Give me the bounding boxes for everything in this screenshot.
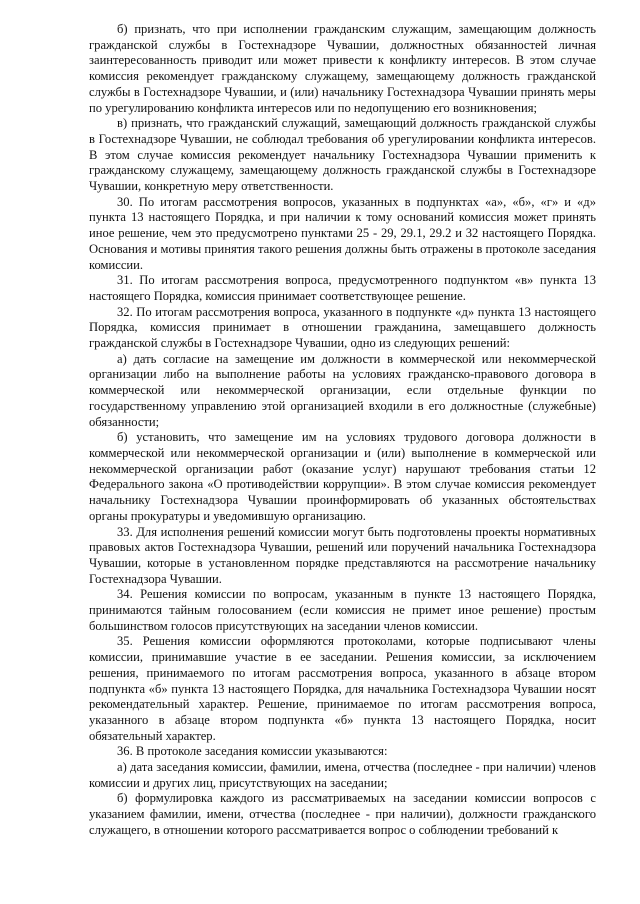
document-page: [89, 22, 596, 839]
paragraph-29b: б) признать, что при исполнении гражданским служащим, замещающим должность гражданской службы в Гостехнадзоре Чувашии, должностных обязанностей личная заинтересованность приводит или может привести к конфликту интересов. В этом случае комиссия рекомендует гражданскому служащему, замещающему должность гражданской службы в Гостехнадзоре Чувашии, и (или) начальнику Гостехнадзора Чувашии принять меры по урегулированию конфликта интересов или по недопущению его возникновения;: [89, 22, 596, 115]
paragraph-33: 33. Для исполнения решений комиссии могут быть подготовлены проекты нормативных правовых актов Гостехнадзора Чувашии, решений или поручений начальника Гостехнадзора Чувашии, которые в установленном порядке представляются на рассмотрение начальнику Гостехнадзора Чувашии.: [89, 524, 596, 586]
paragraph-34: 34. Решения комиссии по вопросам, указанным в пункте 13 настоящего Порядка, принимаются тайным голосованием (если комиссия не примет иное решение) простым большинством голосов присутствующих на заседании членов комиссии.: [89, 587, 596, 633]
paragraph-32a: а) дать согласие на замещение им должности в коммерческой или некоммерческой организации либо на выполнение работы на условиях гражданско-правового договора в коммерческой или некоммерческой организации, если отдельные функции по государственному управлению этой организацией входили в его должностные (служебные) обязанности;: [89, 351, 596, 429]
paragraph-32: 32. По итогам рассмотрения вопроса, указанного в подпункте «д» пункта 13 настоящего Порядка, комиссия принимает в отношении гражданина, замещавшего должность гражданской службы в Гостехнадзоре Чувашии, одно из следующих решений:: [89, 304, 596, 351]
paragraph-30: 30. По итогам рассмотрения вопросов, указанных в подпунктах «а», «б», «г» и «д» пункта 13 настоящего Порядка, и при наличии к тому оснований комиссия может принять иное решение, чем это предусмотрено пунктами 25 - 29, 29.1, 29.2 и 32 настоящего Порядка. Основания и мотивы принятия такого решения должны быть отражены в протоколе заседания комиссии.: [89, 194, 596, 272]
paragraph-29v: в) признать, что гражданский служащий, замещающий должность гражданской службы в Гостехнадзоре Чувашии, не соблюдал требования об урегулировании конфликта интересов. В этом случае комиссия рекомендует начальнику Гостехнадзора Чувашии применить к гражданскому служащему, замещающему должность гражданской службы в Гостехнадзоре Чувашии, конкретную меру ответственности.: [89, 116, 596, 194]
paragraph-36a: а) дата заседания комиссии, фамилии, имена, отчества (последнее - при наличии) членов комиссии и других лиц, присутствующих на заседании;: [89, 760, 596, 790]
paragraph-36: 36. В протоколе заседания комиссии указываются:: [117, 744, 388, 759]
paragraph-36b: б) формулировка каждого из рассматриваемых на заседании комиссии вопросов с указанием фамилии, имени, отчества (последнее - при наличии), должности гражданского служащего, в отношении которого рассматривается вопрос о соблюдении требований к: [89, 791, 596, 837]
paragraph-35: 35. Решения комиссии оформляются протоколами, которые подписывают члены комиссии, принимавшие участие в ее заседании. Решения комиссии, за исключением решения, принимаемого по итогам рассмотрения вопроса, указанного в абзаце втором подпункта «б» пункта 13 настоящего Порядка, для начальника Гостехнадзора Чувашии носят рекомендательный характер. Решение, принимаемое по итогам рассмотрения вопроса, указанного в абзаце втором подпункта «б» пункта 13 настоящего Порядка, носит обязательный характер.: [89, 634, 596, 743]
paragraph-32b: б) установить, что замещение им на условиях трудового договора должности в коммерческой или некоммерческой организации и (или) выполнение в коммерческой или некоммерческой организации работ (оказание услуг) нарушают требования статьи 12 Федерального закона «О противодействии коррупции». В этом случае комиссия рекомендует начальнику Гостехнадзора Чувашии проинформировать об указанных обстоятельствах органы прокуратуры и уведомившую организацию.: [89, 430, 596, 523]
paragraph-31: 31. По итогам рассмотрения вопроса, предусмотренного подпунктом «в» пункта 13 настоящего Порядка, комиссия принимает соответствующее решение.: [89, 273, 596, 303]
